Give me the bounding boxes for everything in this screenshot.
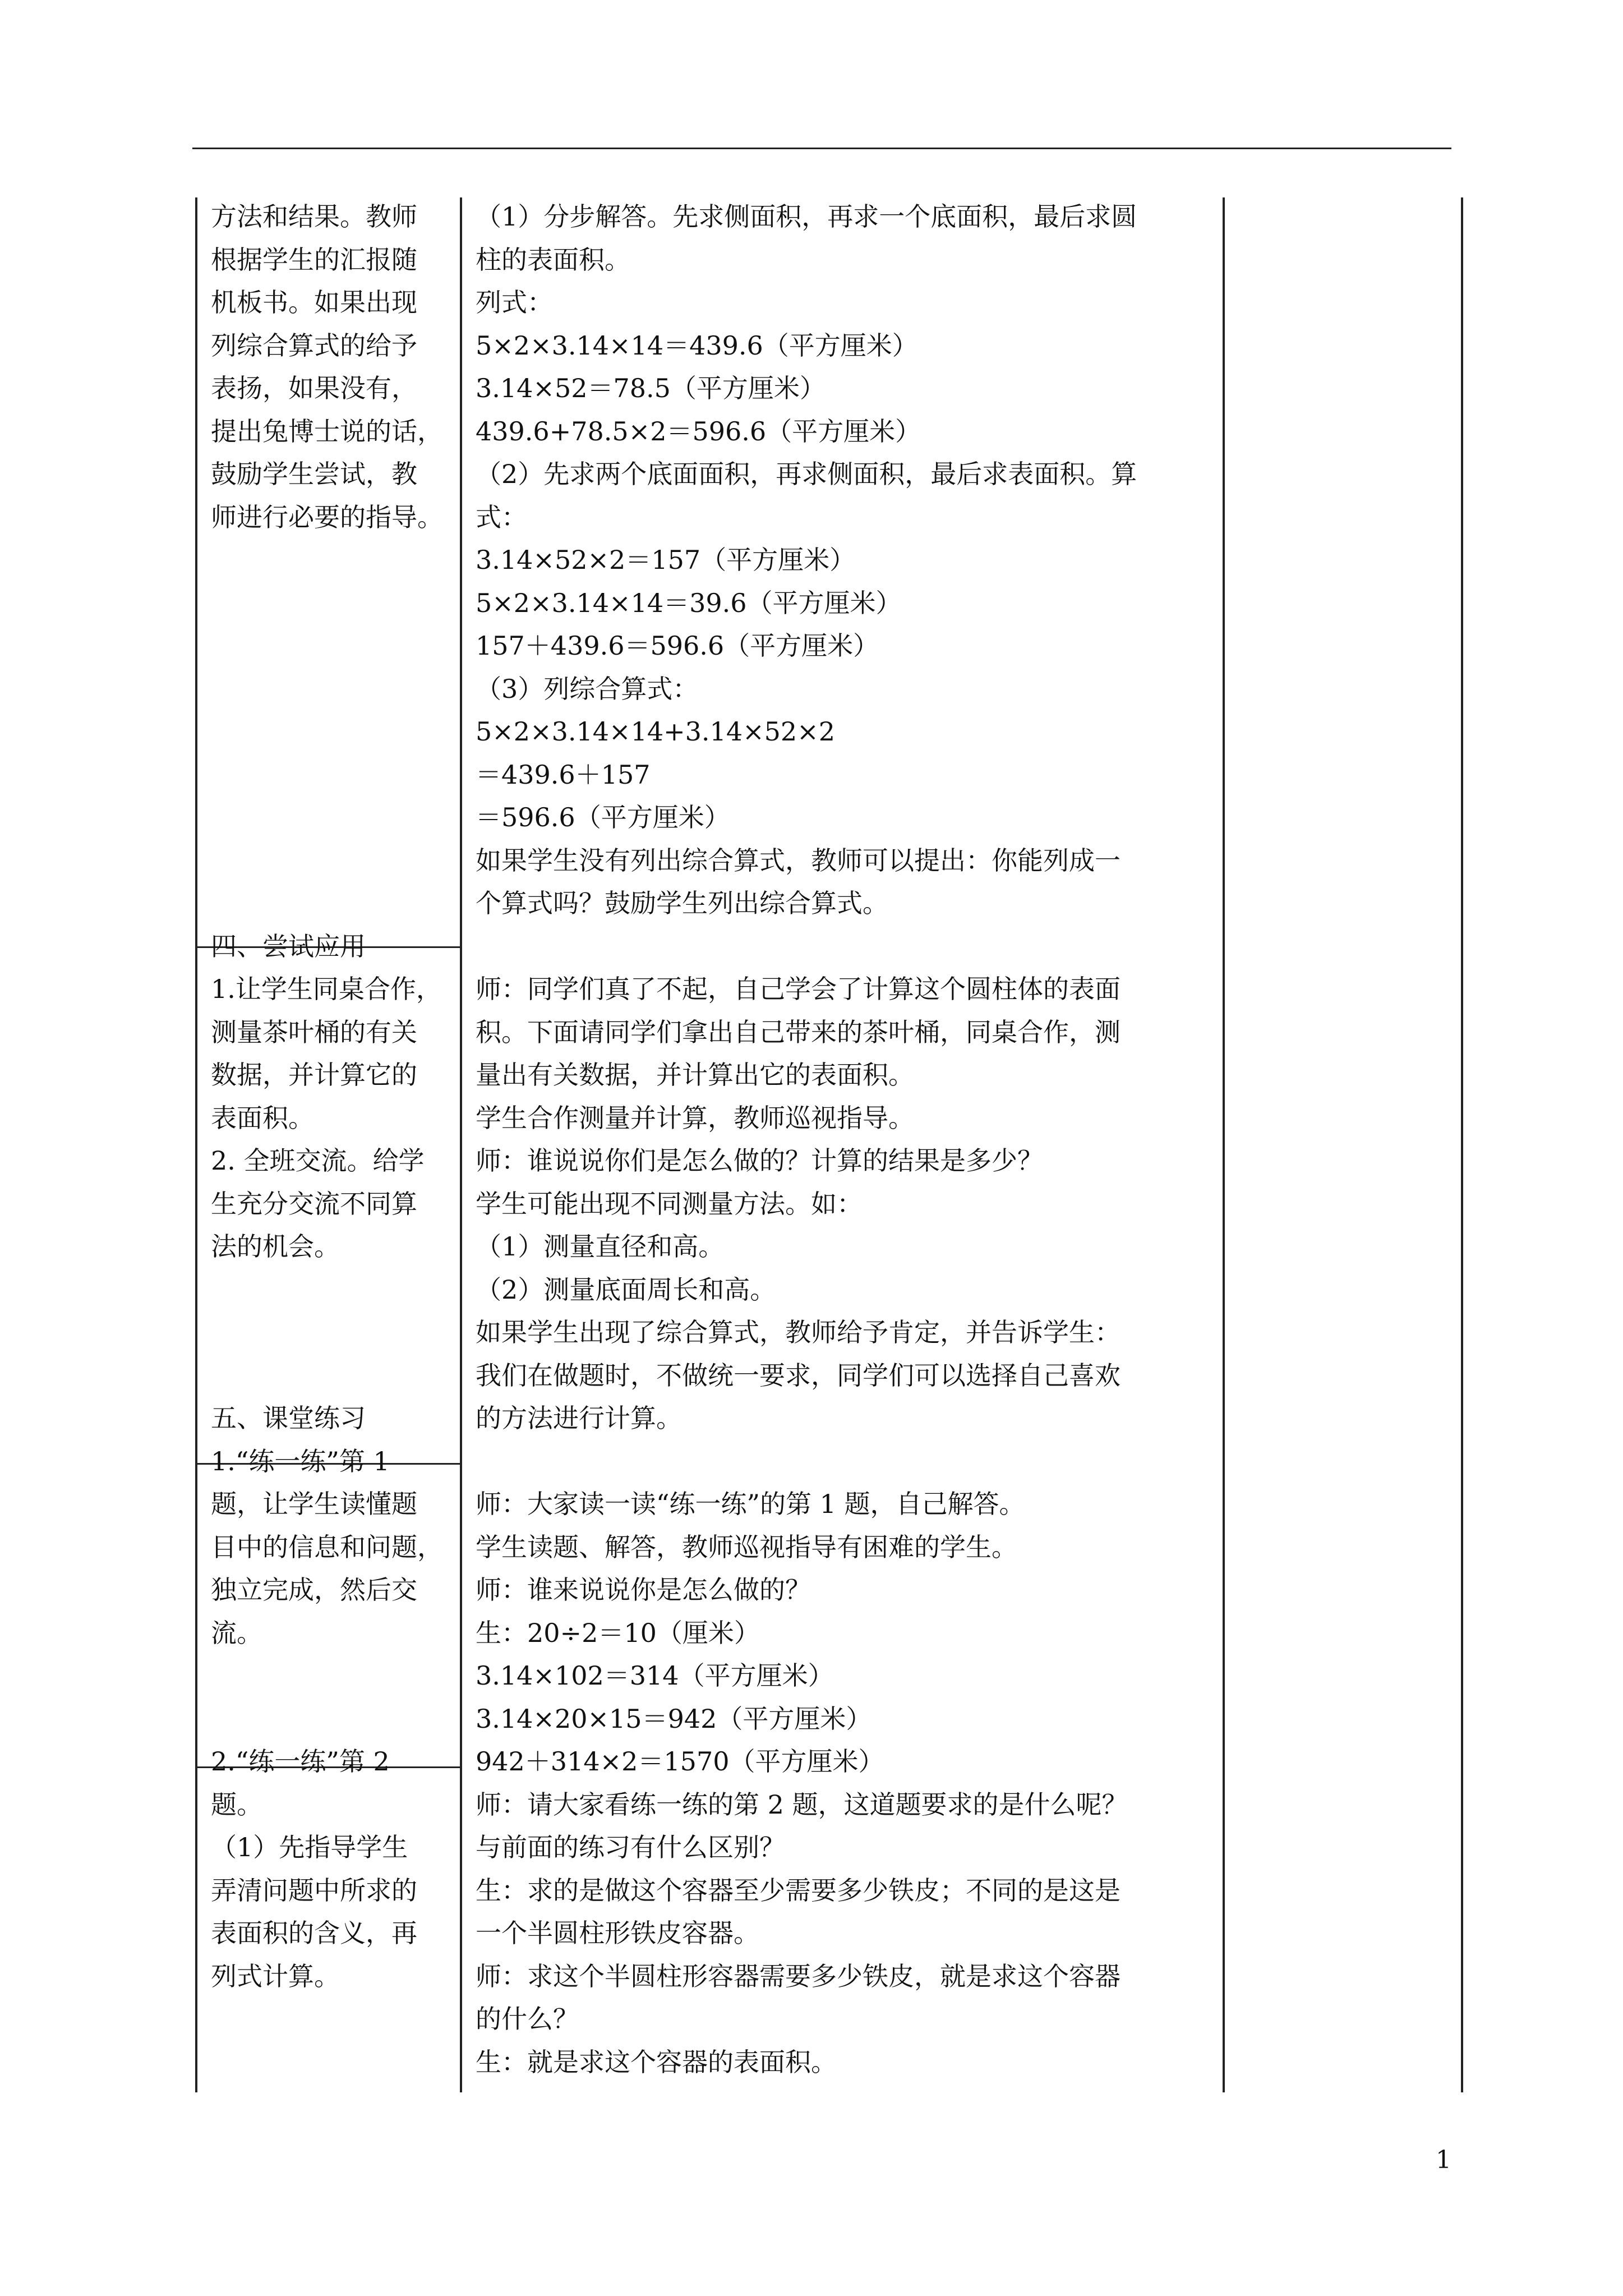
step-line: 独立完成，然后交	[211, 1575, 417, 1605]
step-line: 表面积的含义，再	[211, 1918, 417, 1948]
step-line	[211, 1998, 458, 2041]
step-line	[211, 624, 458, 668]
step-line	[211, 1354, 458, 1397]
process-line: 如果学生出现了综合算式，教师给予肯定，并告诉学生：	[476, 1317, 1121, 1347]
process-line: 5×2×3.14×14＝39.6（平方厘米）	[476, 587, 902, 618]
process-line	[476, 925, 1221, 968]
step-line: （1）先指导学生	[211, 1832, 408, 1862]
step-line: 表扬，如果没有，	[211, 373, 417, 403]
process-line: 式：	[476, 501, 527, 532]
process-line: 3.14×20×15＝942（平方厘米）	[476, 1703, 872, 1734]
step-line	[211, 796, 458, 839]
step-line	[211, 668, 458, 711]
process-line: 一个半圆柱形铁皮容器。	[476, 1918, 759, 1948]
step-line: 方法和结果。教师	[211, 201, 417, 232]
step-line	[211, 582, 458, 625]
process-line: 5×2×3.14×14＝439.6（平方厘米）	[476, 330, 918, 361]
process-line: 列式：	[476, 287, 553, 318]
step-line: 数据，并计算它的	[211, 1060, 417, 1090]
process-line: 我们在做题时，不做统一要求，同学们可以选择自己喜欢	[476, 1360, 1121, 1391]
step-line: 题，让学生读懂题	[211, 1489, 417, 1519]
step-line	[211, 1311, 458, 1354]
process-line: 439.6+78.5×2＝596.6（平方厘米）	[476, 416, 921, 447]
step-line: 题。	[211, 1789, 262, 1820]
process-line: （2）先求两个底面面积，再求侧面积，最后求表面积。算	[476, 459, 1137, 489]
process-line: ＝439.6＋157	[476, 759, 651, 790]
table-border-left	[195, 197, 197, 2092]
table-divider-1	[460, 197, 462, 2092]
process-line: 与前面的练习有什么区别？	[476, 1832, 785, 1862]
process-line	[476, 1440, 1221, 1483]
step-line: 机板书。如果出现	[211, 287, 417, 318]
process-line: 的方法进行计算。	[476, 1403, 682, 1433]
process-line: 生：求的是做这个容器至少需要多少铁皮；不同的是这是	[476, 1875, 1121, 1906]
table-divider-2	[1223, 197, 1225, 2092]
process-line: 生：20÷2＝10（厘米）	[476, 1617, 760, 1648]
step-line: 表面积。	[211, 1102, 314, 1133]
step-line	[211, 539, 458, 582]
step-line	[211, 710, 458, 753]
process-line: 积。下面请同学们拿出自己带来的茶叶桶，同桌合作，测	[476, 1016, 1121, 1047]
process-line: （1）测量直径和高。	[476, 1231, 725, 1262]
process-line: 的什么？	[476, 2004, 579, 2034]
process-line: （2）测量底面周长和高。	[476, 1274, 776, 1305]
step-line: 2. 全班交流。给学	[211, 1145, 425, 1176]
process-line: （3）列综合算式：	[476, 673, 699, 704]
process-line: 师：请大家看练一练的第 2 题，这道题要求的是什么呢？	[476, 1789, 1128, 1820]
process-line: 个算式吗？鼓励学生列出综合算式。	[476, 888, 888, 918]
page-number: 1	[1436, 2146, 1451, 2174]
process-line: 942＋314×2＝1570（平方厘米）	[476, 1746, 884, 1777]
step-line: 四、尝试应用	[211, 931, 366, 961]
step-line	[211, 1654, 458, 1697]
step-line: 2.“练一练”第 2	[211, 1746, 390, 1777]
step-line: 提出兔博士说的话，	[211, 416, 443, 447]
process-line: 学生读题、解答，教师巡视指导有困难的学生。	[476, 1531, 1017, 1562]
process-line: ＝596.6（平方厘米）	[476, 802, 730, 832]
step-line	[211, 1268, 458, 1312]
process-line: 量出有关数据，并计算出它的表面积。	[476, 1060, 914, 1090]
step-line: 五、课堂练习	[211, 1403, 366, 1433]
process-line: （1）分步解答。先求侧面积，再求一个底面积，最后求圆	[476, 201, 1137, 232]
step-line: 法的机会。	[211, 1231, 340, 1262]
step-line	[211, 1697, 458, 1741]
process-line: 师：求这个半圆柱形容器需要多少铁皮，就是求这个容器	[476, 1961, 1121, 1991]
step-line: 列综合算式的给予	[211, 330, 417, 361]
process-line: 3.14×102＝314（平方厘米）	[476, 1660, 834, 1691]
process-line: 师：同学们真了不起，自己学会了计算这个圆柱体的表面	[476, 974, 1121, 1004]
table-border-right	[1461, 197, 1463, 2092]
process-line: 5×2×3.14×14+3.14×52×2	[476, 716, 835, 747]
process-line: 学生合作测量并计算，教师巡视指导。	[476, 1102, 914, 1133]
step-line: 1.“练一练”第 1	[211, 1446, 390, 1476]
lesson-steps-column	[211, 195, 458, 2041]
step-line: 测量茶叶桶的有关	[211, 1016, 417, 1047]
process-line: 生：就是求这个容器的表面积。	[476, 2046, 837, 2077]
process-line: 学生可能出现不同测量方法。如：	[476, 1188, 863, 1219]
step-line	[211, 882, 458, 925]
step-line: 根据学生的汇报随	[211, 244, 417, 275]
process-line: 如果学生没有列出综合算式，教师可以提出：你能列成一	[476, 845, 1121, 876]
step-line: 列式计算。	[211, 1961, 340, 1991]
teaching-process-column	[476, 195, 1221, 2083]
process-line: 3.14×52＝78.5（平方厘米）	[476, 373, 826, 403]
process-line: 师：大家读一读“练一练”的第 1 题，自己解答。	[476, 1489, 1025, 1519]
process-line: 柱的表面积。	[476, 244, 630, 275]
process-line: 157＋439.6＝596.6（平方厘米）	[476, 631, 879, 661]
process-line: 3.14×52×2＝157（平方厘米）	[476, 545, 856, 575]
step-line: 目中的信息和问题，	[211, 1531, 443, 1562]
step-line: 鼓励学生尝试，教	[211, 459, 417, 489]
process-line: 师：谁来说说你是怎么做的？	[476, 1575, 811, 1605]
process-line: 师：谁说说你们是怎么做的？计算的结果是多少？	[476, 1145, 1043, 1176]
step-line: 师进行必要的指导。	[211, 501, 443, 532]
step-line: 流。	[211, 1617, 262, 1648]
header-rule	[192, 148, 1451, 149]
step-line: 1.让学生同桌合作，	[211, 974, 442, 1004]
step-line: 弄清问题中所求的	[211, 1875, 417, 1906]
step-line: 生充分交流不同算	[211, 1188, 417, 1219]
step-line	[211, 753, 458, 797]
step-line	[211, 839, 458, 882]
